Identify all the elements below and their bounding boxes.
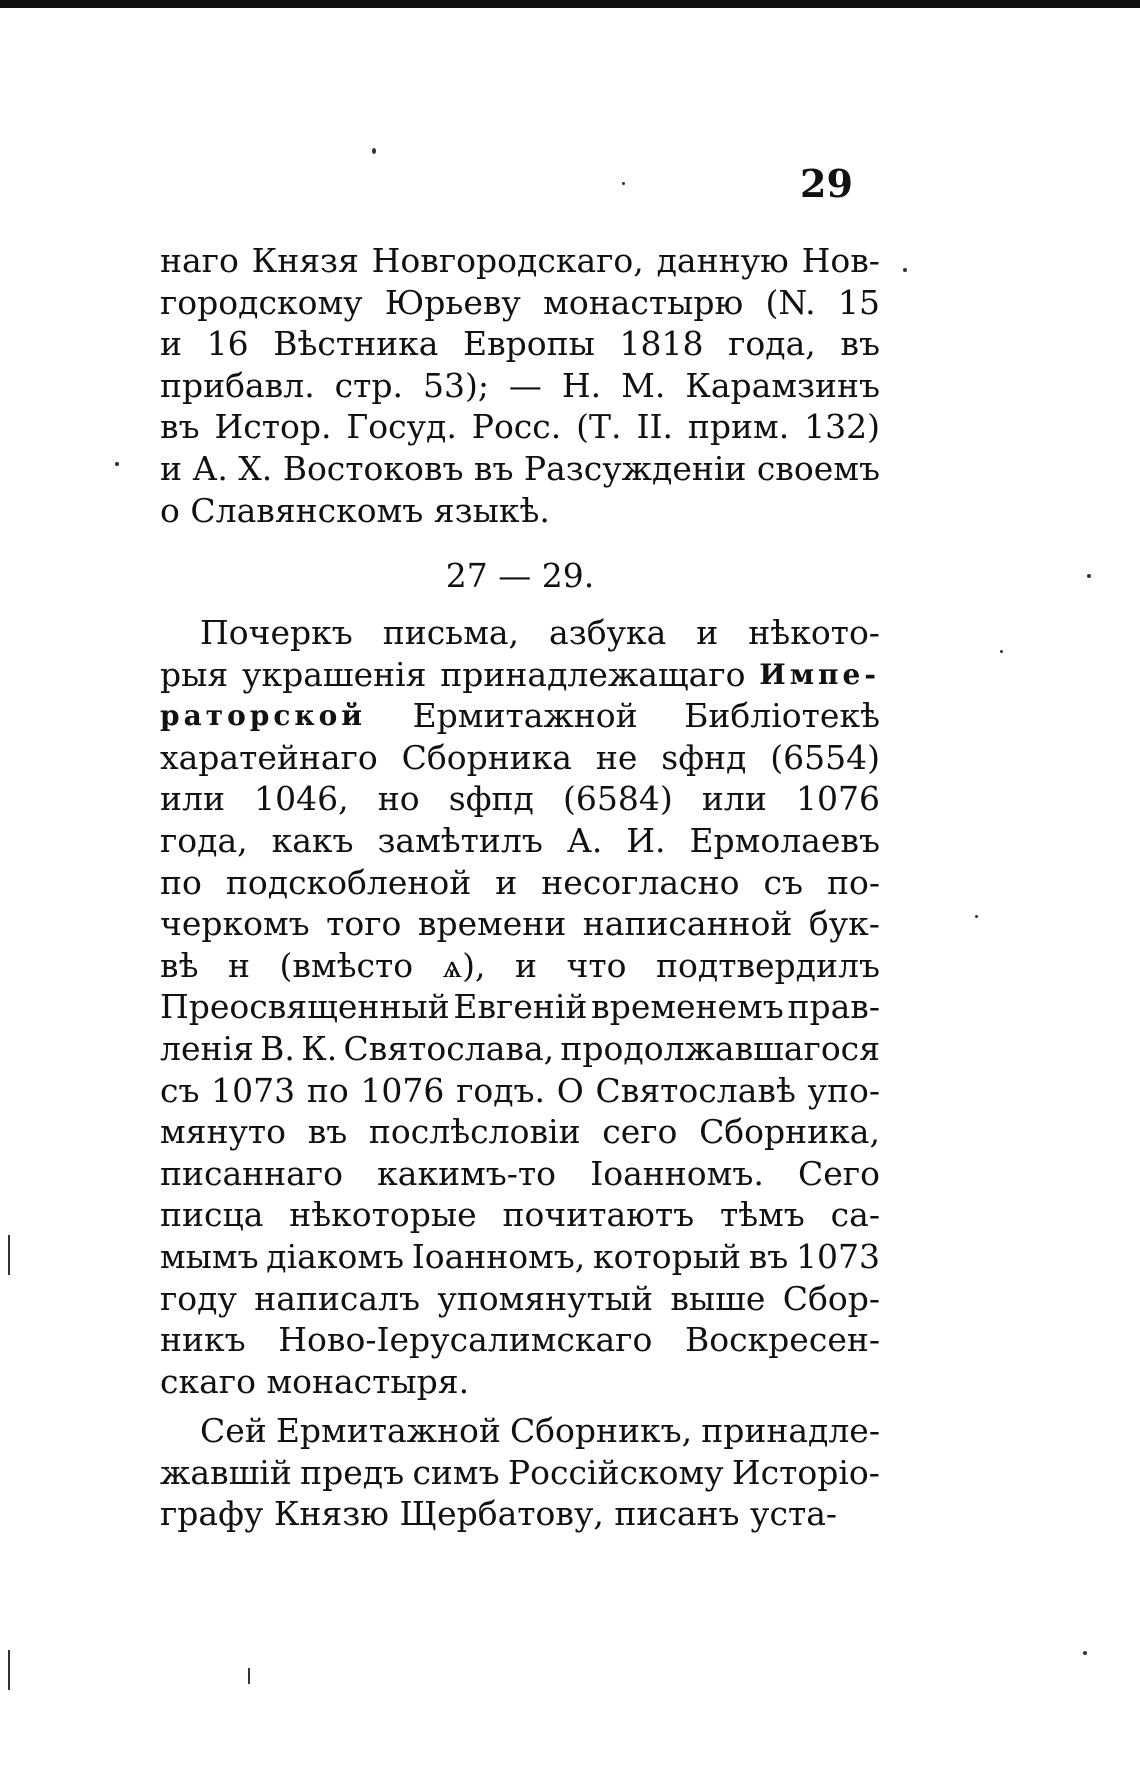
text-line: Преосвященный Евгеній временемъ прав- bbox=[160, 987, 880, 1027]
text-line: или 1046, но ѕфпд (6584) или 1076 bbox=[160, 779, 880, 819]
text-line: мянуто въ послѣсловіи сего Сборника, bbox=[160, 1112, 880, 1152]
scan-speck bbox=[1000, 650, 1003, 653]
text-line: Сей Ермитажной Сборникъ, принадле- bbox=[200, 1411, 880, 1450]
scan-speck bbox=[903, 268, 907, 272]
text-line: черкомъ того времени написанной бук- bbox=[160, 904, 880, 944]
scan-speck bbox=[1083, 1651, 1087, 1655]
text-line: года, какъ замѣтилъ А. И. Ермолаевъ bbox=[160, 820, 880, 860]
text-line: городскому Юрьеву монастырю (N. 15 bbox=[160, 282, 880, 322]
scan-speck bbox=[8, 1650, 10, 1690]
text-line: и 16 Вѣстника Европы 1818 года, въ bbox=[160, 324, 880, 364]
text-line: писаннаго какимъ-то Іоанномъ. Сего bbox=[160, 1153, 880, 1193]
scan-speck bbox=[372, 148, 376, 154]
text-line: рыя украшенія принадлежащаго Импе- bbox=[160, 654, 880, 694]
text-line: съ 1073 по 1076 годъ. О Святославѣ упо- bbox=[160, 1070, 880, 1110]
text-line: вѣ н (вмѣсто ѧ), и что подтвердилъ bbox=[160, 945, 880, 985]
scan-speck bbox=[8, 1235, 10, 1275]
text-line: и А. Х. Востоковъ въ Разсужденіи своемъ bbox=[160, 448, 880, 488]
section-heading: 27 — 29. bbox=[445, 556, 595, 595]
text-line: харатейнаго Сборника не ѕфнд (6554) bbox=[160, 737, 880, 777]
top-rule bbox=[0, 0, 1140, 8]
scan-speck bbox=[248, 1668, 250, 1684]
text-line: Почеркъ письма, азбука и нѣкото- bbox=[200, 613, 880, 652]
scan-speck bbox=[975, 915, 978, 918]
page-number: 29 bbox=[800, 161, 853, 206]
text-line: мымъ діакомъ Іоанномъ, который въ 1073 bbox=[160, 1236, 880, 1276]
text-line: графу Князю Щербатову, писанъ уста- bbox=[160, 1494, 838, 1534]
text-line: никъ Ново-Іерусалимскаго Воскресен- bbox=[160, 1320, 880, 1360]
text-line: по подскобленой и несогласно съ по- bbox=[160, 862, 880, 902]
scan-speck bbox=[622, 182, 625, 185]
text-line: въ Истор. Госуд. Росс. (Т. II. прим. 132) bbox=[160, 407, 880, 447]
text-line: о Славянскомъ языкѣ. bbox=[160, 490, 550, 530]
text-line: скаго монастыря. bbox=[160, 1361, 470, 1401]
paragraph-one bbox=[160, 612, 880, 1402]
paragraph-intro bbox=[160, 240, 880, 531]
text-line: ленія В. К. Святослава, продолжавшагося bbox=[160, 1028, 880, 1068]
text-line: раторской Ермитажной Библіотекѣ bbox=[160, 696, 880, 736]
text-line: жавшій предъ симъ Россійскому Исторіо- bbox=[160, 1452, 880, 1492]
scan-speck bbox=[115, 462, 119, 466]
paragraph-two bbox=[160, 1410, 880, 1535]
text-line: наго Князя Новгородскаго, данную Нов- bbox=[160, 241, 880, 280]
text-line: прибавл. стр. 53); — Н. М. Карамзинъ bbox=[160, 365, 880, 405]
scan-speck bbox=[1087, 574, 1091, 578]
text-line: писца нѣкоторые почитаютъ тѣмъ са- bbox=[160, 1195, 880, 1235]
text-line: году написалъ упомянутый выше Сбор- bbox=[160, 1278, 880, 1318]
